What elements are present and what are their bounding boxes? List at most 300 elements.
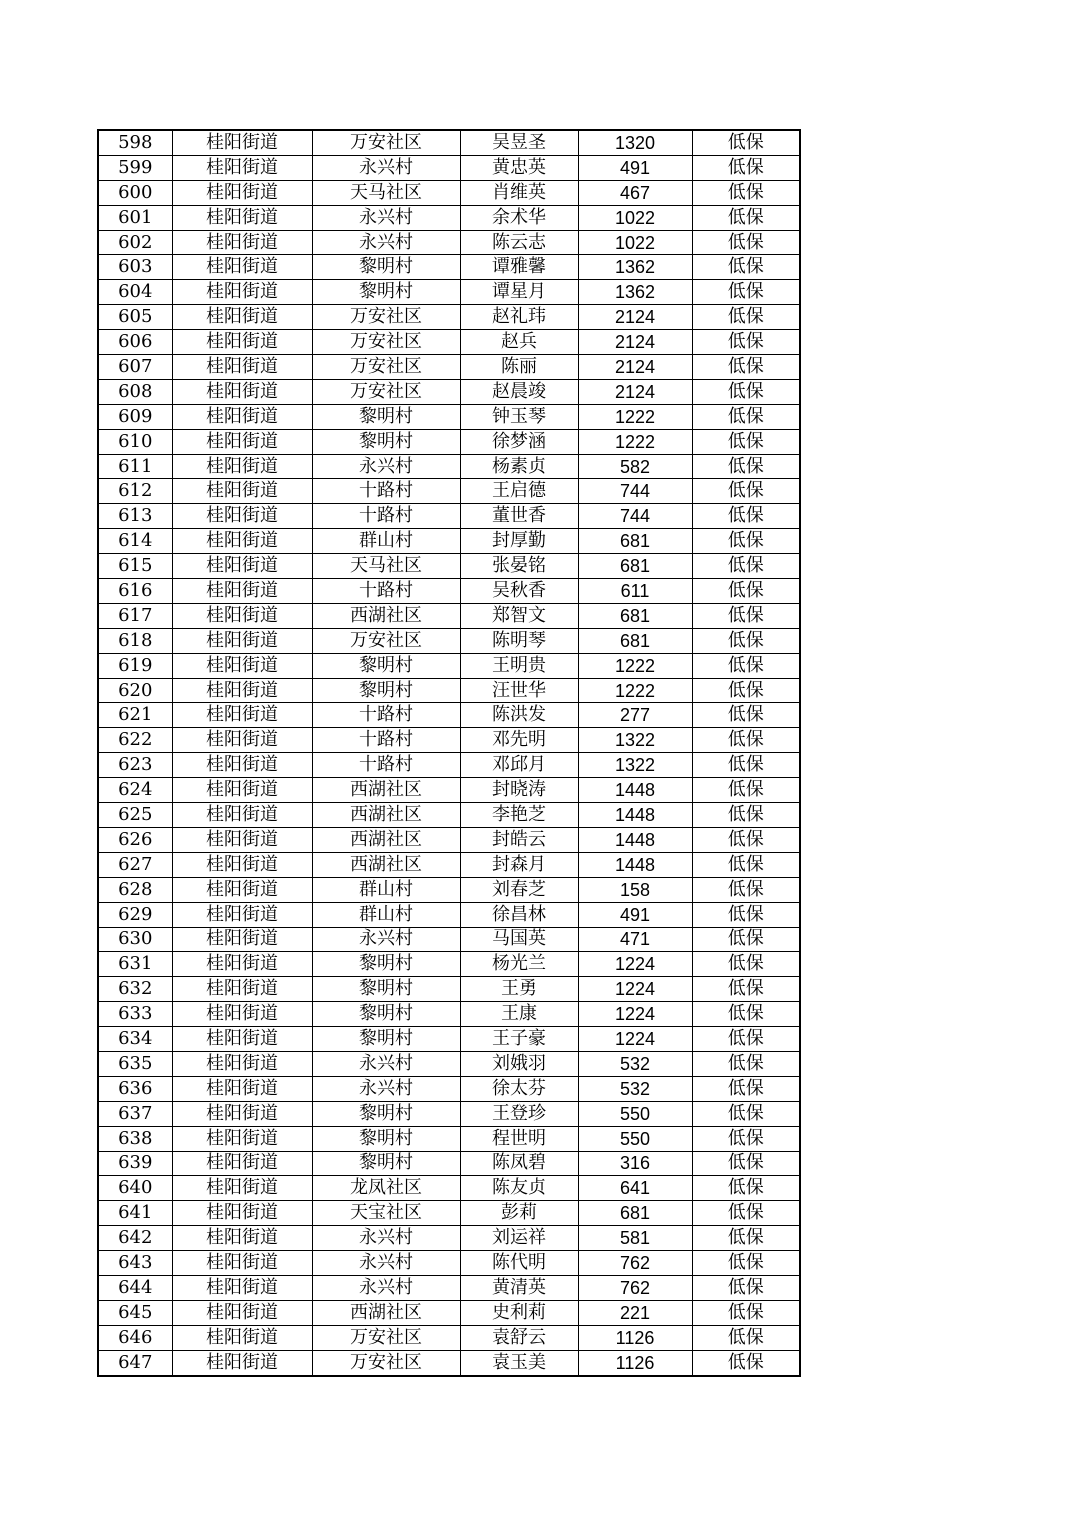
row-number-cell: 644 bbox=[98, 1275, 172, 1300]
row-number-cell: 613 bbox=[98, 504, 172, 529]
amount-cell: 532 bbox=[578, 1076, 692, 1101]
amount-cell: 681 bbox=[578, 628, 692, 653]
name-cell: 王子豪 bbox=[460, 1027, 578, 1052]
name-cell: 陈云志 bbox=[460, 230, 578, 255]
street-cell: 桂阳街道 bbox=[172, 330, 312, 355]
community-cell: 万安社区 bbox=[312, 130, 460, 155]
row-number-cell: 609 bbox=[98, 404, 172, 429]
table-row bbox=[98, 603, 800, 628]
amount-cell: 681 bbox=[578, 1201, 692, 1226]
community-cell: 天马社区 bbox=[312, 554, 460, 579]
community-cell: 十路村 bbox=[312, 479, 460, 504]
row-number-cell: 645 bbox=[98, 1300, 172, 1325]
name-cell: 肖维英 bbox=[460, 180, 578, 205]
amount-cell: 1222 bbox=[578, 404, 692, 429]
type-cell: 低保 bbox=[692, 554, 800, 579]
row-number-cell: 637 bbox=[98, 1101, 172, 1126]
community-cell: 永兴村 bbox=[312, 1251, 460, 1276]
row-number-cell: 624 bbox=[98, 778, 172, 803]
community-cell: 天宝社区 bbox=[312, 1201, 460, 1226]
street-cell: 桂阳街道 bbox=[172, 877, 312, 902]
row-number-cell: 607 bbox=[98, 355, 172, 380]
street-cell: 桂阳街道 bbox=[172, 678, 312, 703]
type-cell: 低保 bbox=[692, 1300, 800, 1325]
community-cell: 黎明村 bbox=[312, 1151, 460, 1176]
table-row bbox=[98, 1002, 800, 1027]
community-cell: 永兴村 bbox=[312, 1275, 460, 1300]
data-table bbox=[97, 129, 801, 1377]
community-cell: 黎明村 bbox=[312, 977, 460, 1002]
type-cell: 低保 bbox=[692, 1126, 800, 1151]
table-row bbox=[98, 1176, 800, 1201]
street-cell: 桂阳街道 bbox=[172, 355, 312, 380]
name-cell: 汪世华 bbox=[460, 678, 578, 703]
table-row bbox=[98, 1226, 800, 1251]
street-cell: 桂阳街道 bbox=[172, 1027, 312, 1052]
name-cell: 余术华 bbox=[460, 205, 578, 230]
street-cell: 桂阳街道 bbox=[172, 230, 312, 255]
type-cell: 低保 bbox=[692, 603, 800, 628]
street-cell: 桂阳街道 bbox=[172, 827, 312, 852]
row-number-cell: 618 bbox=[98, 628, 172, 653]
table-row bbox=[98, 180, 800, 205]
type-cell: 低保 bbox=[692, 230, 800, 255]
row-number-cell: 627 bbox=[98, 852, 172, 877]
type-cell: 低保 bbox=[692, 1076, 800, 1101]
type-cell: 低保 bbox=[692, 504, 800, 529]
row-number-cell: 608 bbox=[98, 379, 172, 404]
type-cell: 低保 bbox=[692, 1350, 800, 1375]
street-cell: 桂阳街道 bbox=[172, 1350, 312, 1375]
row-number-cell: 612 bbox=[98, 479, 172, 504]
table-row bbox=[98, 280, 800, 305]
amount-cell: 1448 bbox=[578, 827, 692, 852]
name-cell: 彭莉 bbox=[460, 1201, 578, 1226]
community-cell: 万安社区 bbox=[312, 1325, 460, 1350]
name-cell: 郑智文 bbox=[460, 603, 578, 628]
name-cell: 刘运祥 bbox=[460, 1226, 578, 1251]
amount-cell: 2124 bbox=[578, 355, 692, 380]
row-number-cell: 615 bbox=[98, 554, 172, 579]
table-row bbox=[98, 355, 800, 380]
amount-cell: 611 bbox=[578, 579, 692, 604]
amount-cell: 1224 bbox=[578, 977, 692, 1002]
community-cell: 永兴村 bbox=[312, 1226, 460, 1251]
amount-cell: 1126 bbox=[578, 1350, 692, 1375]
type-cell: 低保 bbox=[692, 703, 800, 728]
type-cell: 低保 bbox=[692, 877, 800, 902]
street-cell: 桂阳街道 bbox=[172, 155, 312, 180]
name-cell: 陈友贞 bbox=[460, 1176, 578, 1201]
community-cell: 永兴村 bbox=[312, 205, 460, 230]
type-cell: 低保 bbox=[692, 1151, 800, 1176]
amount-cell: 221 bbox=[578, 1300, 692, 1325]
table-row bbox=[98, 1325, 800, 1350]
row-number-cell: 646 bbox=[98, 1325, 172, 1350]
community-cell: 万安社区 bbox=[312, 330, 460, 355]
community-cell: 永兴村 bbox=[312, 1051, 460, 1076]
street-cell: 桂阳街道 bbox=[172, 803, 312, 828]
community-cell: 十路村 bbox=[312, 579, 460, 604]
type-cell: 低保 bbox=[692, 827, 800, 852]
row-number-cell: 628 bbox=[98, 877, 172, 902]
row-number-cell: 598 bbox=[98, 130, 172, 155]
amount-cell: 1224 bbox=[578, 952, 692, 977]
amount-cell: 1448 bbox=[578, 803, 692, 828]
community-cell: 西湖社区 bbox=[312, 1300, 460, 1325]
name-cell: 马国英 bbox=[460, 927, 578, 952]
street-cell: 桂阳街道 bbox=[172, 1201, 312, 1226]
street-cell: 桂阳街道 bbox=[172, 255, 312, 280]
street-cell: 桂阳街道 bbox=[172, 653, 312, 678]
type-cell: 低保 bbox=[692, 155, 800, 180]
community-cell: 万安社区 bbox=[312, 379, 460, 404]
street-cell: 桂阳街道 bbox=[172, 180, 312, 205]
name-cell: 谭星月 bbox=[460, 280, 578, 305]
row-number-cell: 601 bbox=[98, 205, 172, 230]
street-cell: 桂阳街道 bbox=[172, 130, 312, 155]
table-row bbox=[98, 579, 800, 604]
street-cell: 桂阳街道 bbox=[172, 1051, 312, 1076]
street-cell: 桂阳街道 bbox=[172, 504, 312, 529]
amount-cell: 2124 bbox=[578, 379, 692, 404]
amount-cell: 681 bbox=[578, 603, 692, 628]
type-cell: 低保 bbox=[692, 728, 800, 753]
name-cell: 徐太芬 bbox=[460, 1076, 578, 1101]
type-cell: 低保 bbox=[692, 778, 800, 803]
table-row bbox=[98, 155, 800, 180]
community-cell: 黎明村 bbox=[312, 1126, 460, 1151]
type-cell: 低保 bbox=[692, 653, 800, 678]
name-cell: 吴秋香 bbox=[460, 579, 578, 604]
street-cell: 桂阳街道 bbox=[172, 529, 312, 554]
name-cell: 封厚勤 bbox=[460, 529, 578, 554]
community-cell: 永兴村 bbox=[312, 155, 460, 180]
amount-cell: 550 bbox=[578, 1126, 692, 1151]
type-cell: 低保 bbox=[692, 379, 800, 404]
community-cell: 群山村 bbox=[312, 877, 460, 902]
amount-cell: 581 bbox=[578, 1226, 692, 1251]
name-cell: 王明贵 bbox=[460, 653, 578, 678]
name-cell: 陈明琴 bbox=[460, 628, 578, 653]
table-row bbox=[98, 305, 800, 330]
community-cell: 西湖社区 bbox=[312, 778, 460, 803]
row-number-cell: 614 bbox=[98, 529, 172, 554]
table-row bbox=[98, 952, 800, 977]
type-cell: 低保 bbox=[692, 952, 800, 977]
type-cell: 低保 bbox=[692, 1325, 800, 1350]
name-cell: 董世香 bbox=[460, 504, 578, 529]
name-cell: 陈洪发 bbox=[460, 703, 578, 728]
type-cell: 低保 bbox=[692, 902, 800, 927]
table-row bbox=[98, 703, 800, 728]
name-cell: 谭雅馨 bbox=[460, 255, 578, 280]
name-cell: 黄清英 bbox=[460, 1275, 578, 1300]
amount-cell: 1448 bbox=[578, 852, 692, 877]
type-cell: 低保 bbox=[692, 1251, 800, 1276]
street-cell: 桂阳街道 bbox=[172, 628, 312, 653]
row-number-cell: 630 bbox=[98, 927, 172, 952]
type-cell: 低保 bbox=[692, 977, 800, 1002]
table-row bbox=[98, 803, 800, 828]
name-cell: 赵晨竣 bbox=[460, 379, 578, 404]
type-cell: 低保 bbox=[692, 1101, 800, 1126]
name-cell: 刘娥羽 bbox=[460, 1051, 578, 1076]
table-row bbox=[98, 379, 800, 404]
amount-cell: 1022 bbox=[578, 230, 692, 255]
amount-cell: 277 bbox=[578, 703, 692, 728]
table-row bbox=[98, 1076, 800, 1101]
row-number-cell: 639 bbox=[98, 1151, 172, 1176]
table-row bbox=[98, 230, 800, 255]
name-cell: 杨素贞 bbox=[460, 454, 578, 479]
street-cell: 桂阳街道 bbox=[172, 579, 312, 604]
type-cell: 低保 bbox=[692, 280, 800, 305]
amount-cell: 1222 bbox=[578, 653, 692, 678]
row-number-cell: 629 bbox=[98, 902, 172, 927]
street-cell: 桂阳街道 bbox=[172, 1076, 312, 1101]
row-number-cell: 602 bbox=[98, 230, 172, 255]
community-cell: 西湖社区 bbox=[312, 603, 460, 628]
type-cell: 低保 bbox=[692, 429, 800, 454]
name-cell: 李艳芝 bbox=[460, 803, 578, 828]
amount-cell: 1222 bbox=[578, 429, 692, 454]
table-row bbox=[98, 1201, 800, 1226]
street-cell: 桂阳街道 bbox=[172, 1101, 312, 1126]
row-number-cell: 617 bbox=[98, 603, 172, 628]
amount-cell: 1320 bbox=[578, 130, 692, 155]
row-number-cell: 626 bbox=[98, 827, 172, 852]
street-cell: 桂阳街道 bbox=[172, 305, 312, 330]
type-cell: 低保 bbox=[692, 1002, 800, 1027]
community-cell: 十路村 bbox=[312, 504, 460, 529]
community-cell: 黎明村 bbox=[312, 678, 460, 703]
street-cell: 桂阳街道 bbox=[172, 1226, 312, 1251]
table-row bbox=[98, 977, 800, 1002]
street-cell: 桂阳街道 bbox=[172, 554, 312, 579]
table-row bbox=[98, 678, 800, 703]
community-cell: 群山村 bbox=[312, 902, 460, 927]
table-row bbox=[98, 554, 800, 579]
row-number-cell: 616 bbox=[98, 579, 172, 604]
community-cell: 永兴村 bbox=[312, 454, 460, 479]
community-cell: 永兴村 bbox=[312, 1076, 460, 1101]
amount-cell: 1362 bbox=[578, 280, 692, 305]
table-row bbox=[98, 628, 800, 653]
community-cell: 黎明村 bbox=[312, 952, 460, 977]
community-cell: 黎明村 bbox=[312, 1027, 460, 1052]
table-row bbox=[98, 529, 800, 554]
street-cell: 桂阳街道 bbox=[172, 778, 312, 803]
row-number-cell: 605 bbox=[98, 305, 172, 330]
amount-cell: 762 bbox=[578, 1275, 692, 1300]
amount-cell: 1322 bbox=[578, 728, 692, 753]
name-cell: 王勇 bbox=[460, 977, 578, 1002]
type-cell: 低保 bbox=[692, 330, 800, 355]
street-cell: 桂阳街道 bbox=[172, 404, 312, 429]
table-row bbox=[98, 827, 800, 852]
row-number-cell: 623 bbox=[98, 753, 172, 778]
type-cell: 低保 bbox=[692, 678, 800, 703]
amount-cell: 316 bbox=[578, 1151, 692, 1176]
street-cell: 桂阳街道 bbox=[172, 753, 312, 778]
name-cell: 钟玉琴 bbox=[460, 404, 578, 429]
table-row bbox=[98, 728, 800, 753]
street-cell: 桂阳街道 bbox=[172, 977, 312, 1002]
name-cell: 赵兵 bbox=[460, 330, 578, 355]
type-cell: 低保 bbox=[692, 130, 800, 155]
amount-cell: 1224 bbox=[578, 1002, 692, 1027]
type-cell: 低保 bbox=[692, 305, 800, 330]
type-cell: 低保 bbox=[692, 255, 800, 280]
community-cell: 黎明村 bbox=[312, 255, 460, 280]
type-cell: 低保 bbox=[692, 852, 800, 877]
type-cell: 低保 bbox=[692, 1226, 800, 1251]
community-cell: 十路村 bbox=[312, 703, 460, 728]
name-cell: 陈丽 bbox=[460, 355, 578, 380]
type-cell: 低保 bbox=[692, 1201, 800, 1226]
amount-cell: 762 bbox=[578, 1251, 692, 1276]
row-number-cell: 640 bbox=[98, 1176, 172, 1201]
community-cell: 黎明村 bbox=[312, 653, 460, 678]
row-number-cell: 619 bbox=[98, 653, 172, 678]
row-number-cell: 642 bbox=[98, 1226, 172, 1251]
type-cell: 低保 bbox=[692, 404, 800, 429]
street-cell: 桂阳街道 bbox=[172, 1176, 312, 1201]
name-cell: 封森月 bbox=[460, 852, 578, 877]
community-cell: 十路村 bbox=[312, 728, 460, 753]
amount-cell: 681 bbox=[578, 554, 692, 579]
row-number-cell: 633 bbox=[98, 1002, 172, 1027]
name-cell: 程世明 bbox=[460, 1126, 578, 1151]
community-cell: 黎明村 bbox=[312, 1002, 460, 1027]
table-row bbox=[98, 1101, 800, 1126]
community-cell: 群山村 bbox=[312, 529, 460, 554]
amount-cell: 744 bbox=[578, 479, 692, 504]
street-cell: 桂阳街道 bbox=[172, 1300, 312, 1325]
amount-cell: 471 bbox=[578, 927, 692, 952]
table-row bbox=[98, 255, 800, 280]
row-number-cell: 603 bbox=[98, 255, 172, 280]
street-cell: 桂阳街道 bbox=[172, 703, 312, 728]
community-cell: 黎明村 bbox=[312, 404, 460, 429]
street-cell: 桂阳街道 bbox=[172, 379, 312, 404]
name-cell: 史利莉 bbox=[460, 1300, 578, 1325]
row-number-cell: 636 bbox=[98, 1076, 172, 1101]
name-cell: 邓邱月 bbox=[460, 753, 578, 778]
table-row bbox=[98, 1275, 800, 1300]
amount-cell: 1448 bbox=[578, 778, 692, 803]
table-row bbox=[98, 1126, 800, 1151]
community-cell: 西湖社区 bbox=[312, 852, 460, 877]
row-number-cell: 647 bbox=[98, 1350, 172, 1375]
name-cell: 张晏铭 bbox=[460, 554, 578, 579]
table-row bbox=[98, 1051, 800, 1076]
street-cell: 桂阳街道 bbox=[172, 1251, 312, 1276]
amount-cell: 2124 bbox=[578, 330, 692, 355]
table-row bbox=[98, 778, 800, 803]
amount-cell: 681 bbox=[578, 529, 692, 554]
community-cell: 龙凤社区 bbox=[312, 1176, 460, 1201]
type-cell: 低保 bbox=[692, 529, 800, 554]
table-row bbox=[98, 653, 800, 678]
street-cell: 桂阳街道 bbox=[172, 728, 312, 753]
table-row bbox=[98, 1027, 800, 1052]
row-number-cell: 641 bbox=[98, 1201, 172, 1226]
community-cell: 黎明村 bbox=[312, 1101, 460, 1126]
row-number-cell: 611 bbox=[98, 454, 172, 479]
table-row bbox=[98, 130, 800, 155]
amount-cell: 1222 bbox=[578, 678, 692, 703]
amount-cell: 550 bbox=[578, 1101, 692, 1126]
table-row bbox=[98, 753, 800, 778]
type-cell: 低保 bbox=[692, 927, 800, 952]
type-cell: 低保 bbox=[692, 454, 800, 479]
community-cell: 万安社区 bbox=[312, 305, 460, 330]
type-cell: 低保 bbox=[692, 1051, 800, 1076]
name-cell: 封皓云 bbox=[460, 827, 578, 852]
amount-cell: 158 bbox=[578, 877, 692, 902]
community-cell: 西湖社区 bbox=[312, 803, 460, 828]
street-cell: 桂阳街道 bbox=[172, 927, 312, 952]
table-row bbox=[98, 479, 800, 504]
amount-cell: 467 bbox=[578, 180, 692, 205]
name-cell: 徐梦涵 bbox=[460, 429, 578, 454]
community-cell: 永兴村 bbox=[312, 927, 460, 952]
street-cell: 桂阳街道 bbox=[172, 280, 312, 305]
street-cell: 桂阳街道 bbox=[172, 952, 312, 977]
community-cell: 万安社区 bbox=[312, 628, 460, 653]
type-cell: 低保 bbox=[692, 1176, 800, 1201]
row-number-cell: 599 bbox=[98, 155, 172, 180]
name-cell: 袁舒云 bbox=[460, 1325, 578, 1350]
street-cell: 桂阳街道 bbox=[172, 1126, 312, 1151]
name-cell: 王康 bbox=[460, 1002, 578, 1027]
table-row bbox=[98, 1151, 800, 1176]
name-cell: 王启德 bbox=[460, 479, 578, 504]
type-cell: 低保 bbox=[692, 803, 800, 828]
table-row bbox=[98, 927, 800, 952]
table-row bbox=[98, 1350, 800, 1375]
table-row bbox=[98, 404, 800, 429]
table-row bbox=[98, 852, 800, 877]
amount-cell: 1224 bbox=[578, 1027, 692, 1052]
street-cell: 桂阳街道 bbox=[172, 479, 312, 504]
street-cell: 桂阳街道 bbox=[172, 1325, 312, 1350]
row-number-cell: 643 bbox=[98, 1251, 172, 1276]
street-cell: 桂阳街道 bbox=[172, 603, 312, 628]
table-row bbox=[98, 1251, 800, 1276]
street-cell: 桂阳街道 bbox=[172, 454, 312, 479]
name-cell: 黄忠英 bbox=[460, 155, 578, 180]
street-cell: 桂阳街道 bbox=[172, 852, 312, 877]
name-cell: 陈代明 bbox=[460, 1251, 578, 1276]
table-row bbox=[98, 429, 800, 454]
street-cell: 桂阳街道 bbox=[172, 205, 312, 230]
street-cell: 桂阳街道 bbox=[172, 902, 312, 927]
row-number-cell: 610 bbox=[98, 429, 172, 454]
amount-cell: 2124 bbox=[578, 305, 692, 330]
amount-cell: 1322 bbox=[578, 753, 692, 778]
community-cell: 万安社区 bbox=[312, 1350, 460, 1375]
row-number-cell: 622 bbox=[98, 728, 172, 753]
community-cell: 万安社区 bbox=[312, 355, 460, 380]
type-cell: 低保 bbox=[692, 479, 800, 504]
community-cell: 黎明村 bbox=[312, 280, 460, 305]
name-cell: 袁玉美 bbox=[460, 1350, 578, 1375]
type-cell: 低保 bbox=[692, 628, 800, 653]
name-cell: 刘春芝 bbox=[460, 877, 578, 902]
